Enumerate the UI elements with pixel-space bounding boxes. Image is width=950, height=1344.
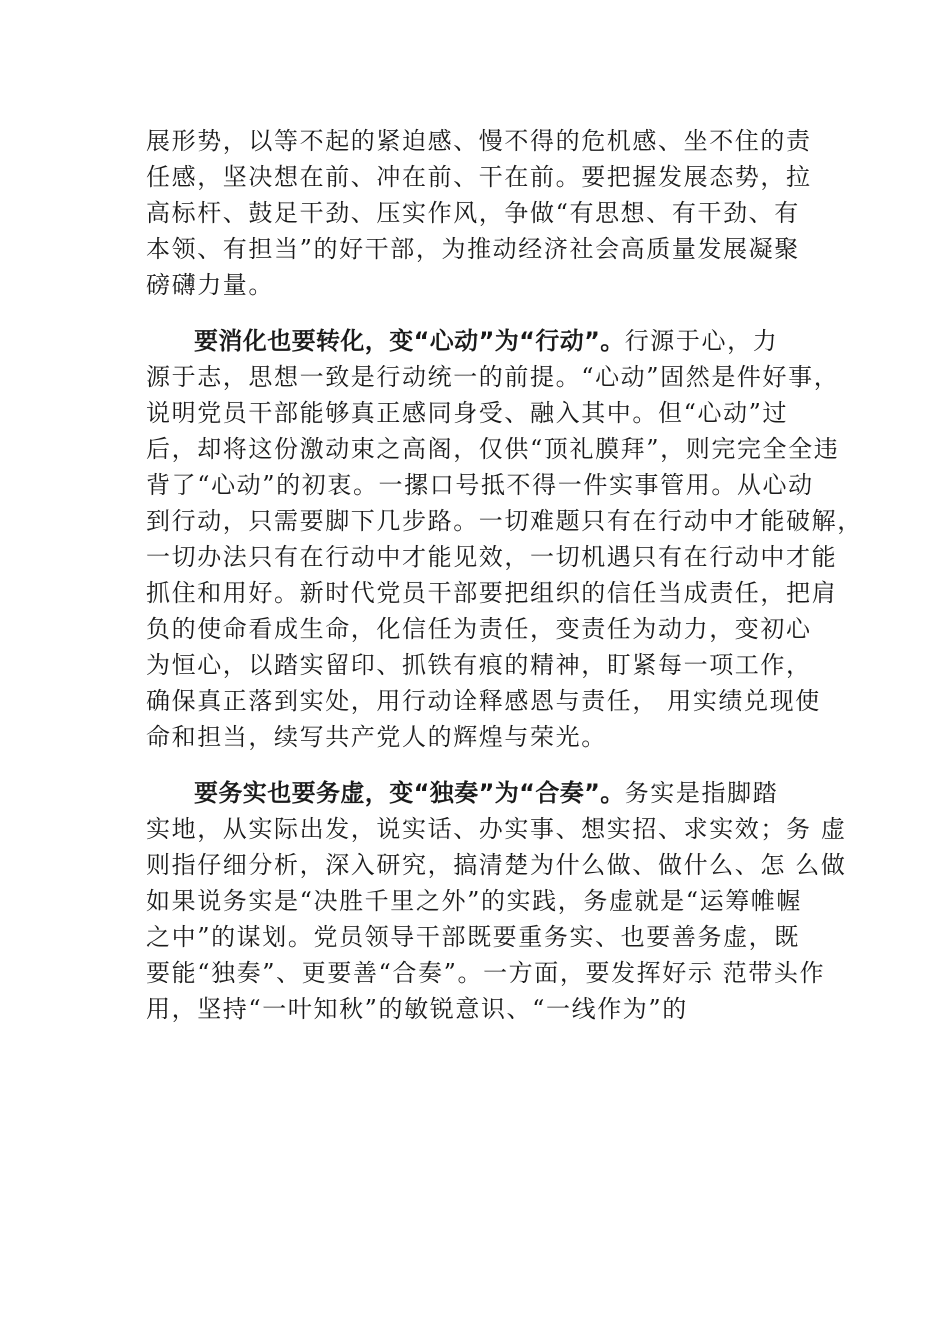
- body-text-line: 背了“心动”的初衷。一摞口号抵不得一件实事管用。从心动: [146, 471, 814, 499]
- paragraph-heading: 要务实也要务虚，变“独奏”为“合奏”。: [194, 779, 625, 807]
- body-text-line: 则指仔细分析，深入研究，搞清楚为什么做、做什么、怎 么做: [146, 851, 847, 879]
- body-text-line: 要能“独奏”、更要善“合奏”。一方面，要发挥好示 范带头作: [146, 959, 826, 987]
- body-text-line: 说明党员干部能够真正感同身受、融入其中。但“心动”过: [146, 399, 789, 427]
- body-text-line: 为恒心，以踏实留印、抓铁有痕的精神，盯紧每一项工作，: [146, 651, 812, 679]
- body-text-line: 抓住和用好。新时代党员干部要把组织的信任当成责任，把肩: [146, 579, 838, 607]
- body-text-line: 任感，坚决想在前、冲在前、干在前。要把握发展态势，拉: [146, 163, 812, 191]
- body-text-line: 负的使命看成生命，化信任为责任，变责任为动力，变初心: [146, 615, 812, 643]
- body-text-line: 之中”的谋划。党员领导干部既要重务实、也要善务虚，既: [146, 923, 800, 951]
- body-text-line: 高标杆、鼓足干劲、压实作风，争做“有思想、有干劲、有: [146, 199, 800, 227]
- body-text-line: 磅礴力量。: [146, 271, 274, 299]
- body-text-line: 确保真正落到实处，用行动诠释感恩与责任， 用实绩兑现使: [146, 687, 821, 715]
- body-text-line: 后，却将这份激动束之高阁，仅供“顶礼膜拜”，则完完全全违: [146, 435, 840, 463]
- body-text-line: 到行动，只需要脚下几步路。一切难题只有在行动中才能破解，: [146, 507, 863, 535]
- body-text-line: 实地，从实际出发，说实话、办实事、想实招、求实效；务 虚: [146, 815, 847, 843]
- body-text-line: 如果说务实是“决胜千里之外”的实践，务虚就是“运筹帷幄: [146, 887, 803, 915]
- paragraph-first-line: [194, 325, 778, 357]
- body-text-line: 用，坚持“一叶知秋”的敏锐意识、“一线作为”的: [146, 995, 688, 1023]
- body-text-line: 命和担当，续写共产党人的辉煌与荣光。: [146, 723, 607, 751]
- body-text-line: 一切办法只有在行动中才能见效，一切机遇只有在行动中才能: [146, 543, 838, 571]
- body-text-line: 本领、有担当”的好干部，为推动经济社会高质量发展凝聚: [146, 235, 800, 263]
- paragraph-text: 行源于心，力: [624, 327, 779, 355]
- body-text-line: 展形势，以等不起的紧迫感、慢不得的危机感、坐不住的责: [146, 127, 812, 155]
- body-text-line: 源于志，思想一致是行动统一的前提。“心动”固然是件好事，: [146, 363, 840, 391]
- paragraph-heading: 要消化也要转化，变“心动”为“行动”。: [194, 327, 625, 355]
- paragraph-text: 务实是指脚踏: [624, 779, 779, 807]
- paragraph-first-line: [194, 777, 778, 809]
